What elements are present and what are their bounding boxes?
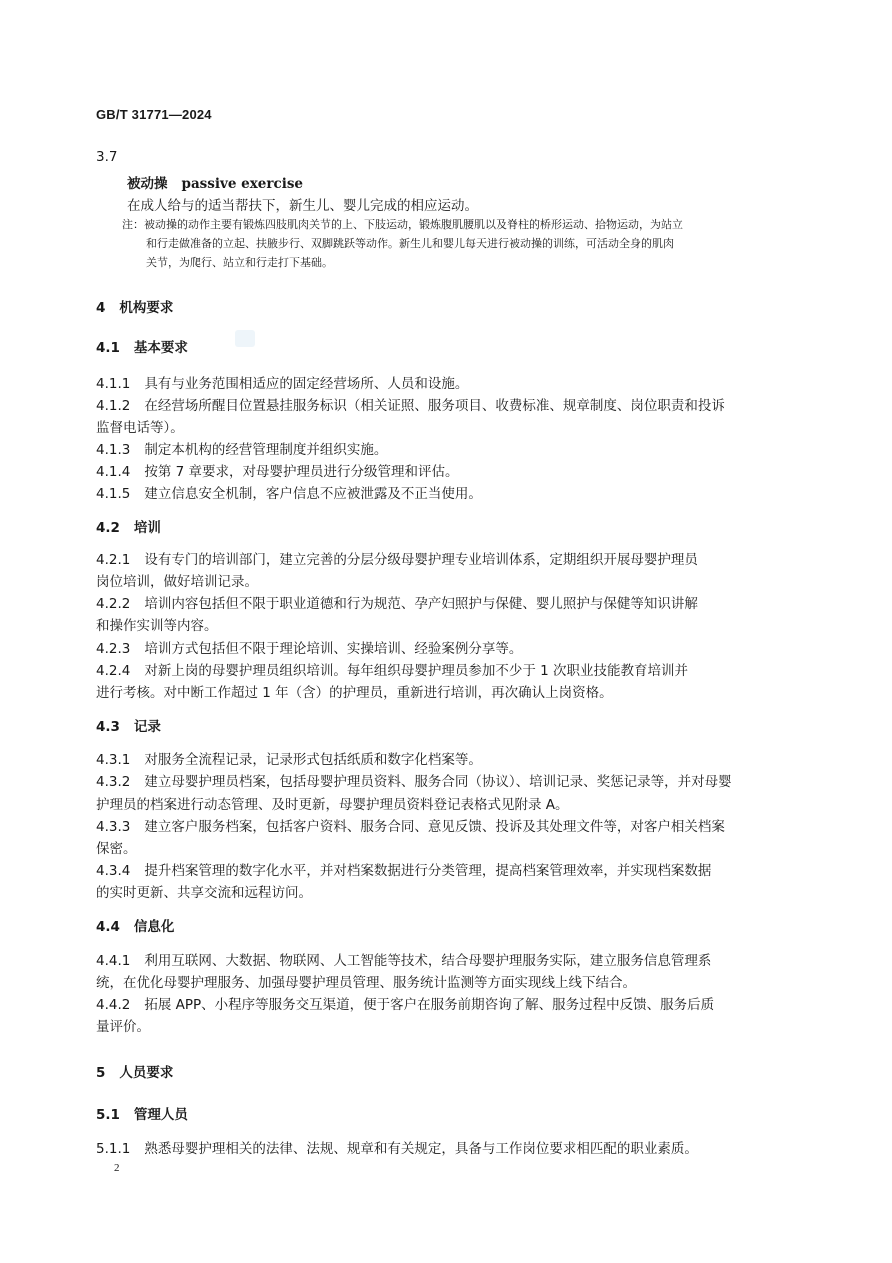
clause-continuation: 的实时更新、共享交流和远程访问。 xyxy=(96,885,312,901)
clause-continuation: 保密。 xyxy=(96,841,137,857)
clause-continuation: 监督电话等）。 xyxy=(96,420,184,436)
subsection-heading: 5.1 管理人员 xyxy=(96,1107,188,1123)
clause: 4.1.1 具有与业务范围相适应的固定经营场所、人员和设施。 xyxy=(96,376,469,392)
subsection-heading: 4.4 信息化 xyxy=(96,919,175,935)
term-note-line: 关节，为爬行、站立和行走打下基础。 xyxy=(146,256,333,269)
watermark-logo xyxy=(235,330,255,347)
subsection-heading: 4.2 培训 xyxy=(96,520,161,536)
section-heading: 5 人员要求 xyxy=(96,1065,174,1081)
term-note-line: 和行走做准备的立起、扶腋步行、双脚跳跃等动作。新生儿和婴儿每天进行被动操的训练，可活动全身的肌肉 xyxy=(146,237,674,250)
page-number: 2 xyxy=(114,1162,120,1174)
clause-continuation: 统，在优化母婴护理服务、加强母婴护理员管理、服务统计监测等方面实现线上线下结合。 xyxy=(96,975,636,991)
clause: 4.2.4 对新上岗的母婴护理员组织培训。每年组织母婴护理员参加不少于 1 次职业技能教育培训并 xyxy=(96,663,689,679)
clause: 4.1.3 制定本机构的经营管理制度并组织实施。 xyxy=(96,442,388,458)
term-number: 3.7 xyxy=(96,149,118,165)
clause: 4.3.2 建立母婴护理员档案，包括母婴护理员资料、服务合同（协议）、培训记录、奖惩记录等，并对母婴 xyxy=(96,774,732,790)
clause: 4.4.2 拓展 APP、小程序等服务交互渠道，便于客户在服务前期咨询了解、服务过程中反馈、服务后质 xyxy=(96,997,715,1013)
term-definition: 在成人给与的适当帮扶下，新生儿、婴儿完成的相应运动。 xyxy=(127,198,478,214)
term-chinese: 被动操 xyxy=(127,176,168,192)
section-heading: 4 机构要求 xyxy=(96,300,174,316)
clause-continuation: 护理员的档案进行动态管理、及时更新，母婴护理员资料登记表格式见附录 A。 xyxy=(96,797,569,813)
clause-continuation: 量评价。 xyxy=(96,1019,150,1035)
clause: 4.3.4 提升档案管理的数字化水平，并对档案数据进行分类管理，提高档案管理效率，并实现档案数据 xyxy=(96,863,712,879)
clause-continuation: 进行考核。对中断工作超过 1 年（含）的护理员，重新进行培训，再次确认上岗资格。 xyxy=(96,685,613,701)
clause: 4.4.1 利用互联网、大数据、物联网、人工智能等技术，结合母婴护理服务实际，建立服务信息管理系 xyxy=(96,953,712,969)
clause: 4.1.4 按第 7 章要求，对母婴护理员进行分级管理和评估。 xyxy=(96,464,459,480)
clause: 4.3.1 对服务全流程记录，记录形式包括纸质和数字化档案等。 xyxy=(96,752,482,768)
clause: 4.3.3 建立客户服务档案，包括客户资料、服务合同、意见反馈、投诉及其处理文件等，对客户相关档案 xyxy=(96,819,725,835)
term-english: passive exercise xyxy=(181,176,304,192)
clause: 4.2.3 培训方式包括但不限于理论培训、实操培训、经验案例分享等。 xyxy=(96,641,523,657)
subsection-heading: 4.1 基本要求 xyxy=(96,340,188,356)
clause-continuation: 和操作实训等内容。 xyxy=(96,618,218,634)
standard-number: GB/T 31771—2024 xyxy=(96,107,212,122)
clause-continuation: 岗位培训，做好培训记录。 xyxy=(96,574,258,590)
clause: 4.1.5 建立信息安全机制，客户信息不应被泄露及不正当使用。 xyxy=(96,486,482,502)
clause: 4.2.1 设有专门的培训部门，建立完善的分层分级母婴护理专业培训体系，定期组织开展母婴护理员 xyxy=(96,552,698,568)
term-note-line: 注：被动操的动作主要有锻炼四肢肌肉关节的上、下肢运动，锻炼腹肌腰肌以及脊柱的桥形运动、拾物运动，为站立 xyxy=(122,218,683,231)
clause: 5.1.1 熟悉母婴护理相关的法律、法规、规章和有关规定，具备与工作岗位要求相匹配的职业素质。 xyxy=(96,1141,698,1157)
subsection-heading: 4.3 记录 xyxy=(96,719,161,735)
term-heading xyxy=(127,172,303,192)
clause: 4.1.2 在经营场所醒目位置悬挂服务标识（相关证照、服务项目、收费标准、规章制度、岗位职责和投诉 xyxy=(96,398,725,414)
clause: 4.2.2 培训内容包括但不限于职业道德和行为规范、孕产妇照护与保健、婴儿照护与保健等知识讲解 xyxy=(96,596,698,612)
